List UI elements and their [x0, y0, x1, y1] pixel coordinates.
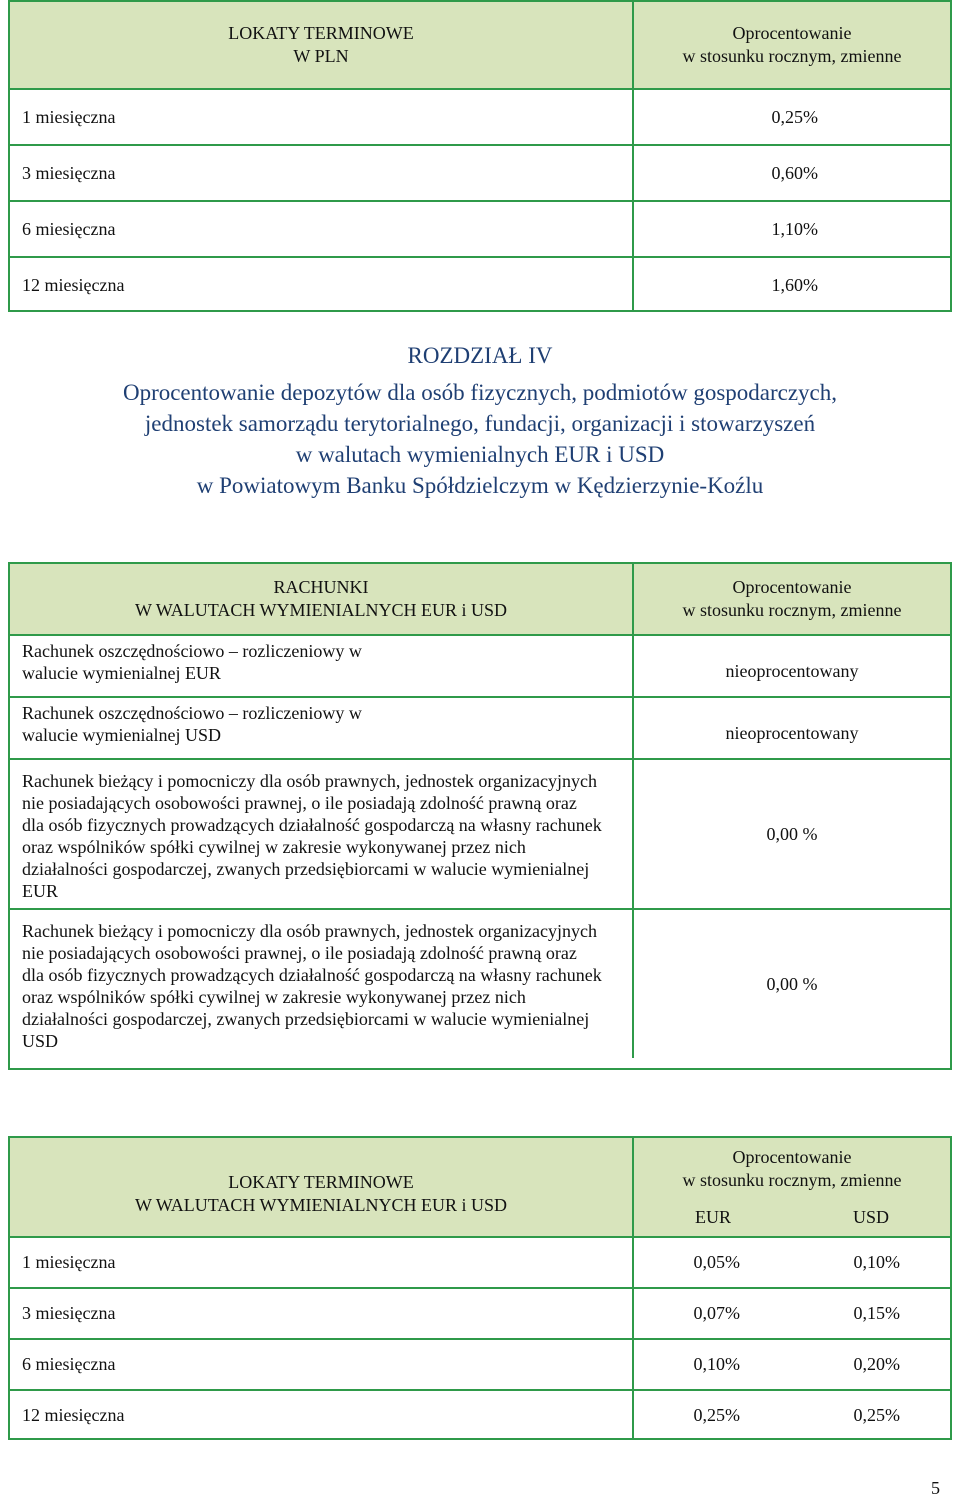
- rate-eur: 0,05%: [693, 1252, 740, 1272]
- rate-cell: 0,00 %: [766, 973, 818, 994]
- header-deposits-fx: [10, 1138, 634, 1236]
- header-line: Oprocentowanie: [732, 23, 852, 43]
- header-line: W WALUTACH WYMIENIALNYCH EUR i USD: [134, 1195, 508, 1215]
- header-line: w stosunku rocznym, zmienne: [682, 46, 902, 66]
- rate-cell: nieoprocentowany: [725, 722, 859, 743]
- rate-cell: 0,60%: [771, 162, 818, 183]
- table-row: [10, 758, 950, 908]
- table-header: [10, 1138, 950, 1236]
- rates-cell: [634, 1238, 950, 1287]
- rate-cell: 0,25%: [771, 106, 818, 127]
- table-row: [10, 1338, 950, 1389]
- chapter-heading: [0, 340, 960, 501]
- header-rate: [634, 564, 950, 634]
- currency-headers: [634, 1206, 950, 1229]
- header-rate: [634, 1138, 950, 1236]
- heading-line: w walutach wymienialnych EUR i USD: [295, 442, 665, 467]
- term-cell: 1 miesięczna: [10, 1238, 634, 1287]
- rate-eur: 0,25%: [693, 1405, 740, 1425]
- account-name: [10, 636, 634, 696]
- rate-usd: 0,10%: [853, 1252, 900, 1272]
- header-accounts: [10, 564, 634, 634]
- table-header: [10, 2, 950, 88]
- rate-cell: 1,10%: [771, 218, 818, 239]
- term-cell: 3 miesięczna: [10, 1289, 634, 1338]
- fx-deposits-table: [8, 1136, 952, 1440]
- header-line: LOKATY TERMINOWE: [228, 1172, 414, 1192]
- currency-eur: EUR: [695, 1207, 731, 1227]
- table-row: [10, 908, 950, 1058]
- header-line: Oprocentowanie: [732, 1147, 852, 1167]
- chapter-title: ROZDZIAŁ IV: [407, 343, 553, 368]
- account-name: [10, 698, 634, 758]
- table-row: [10, 256, 950, 312]
- currency-usd: USD: [852, 1207, 889, 1227]
- account-name-text: Rachunek bieżący i pomocniczy dla osób prawnych, jednostek organizacyjnych nie posiadających osobowości prawnej, o ile posiadają zdolność prawną oraz dla osób fizycznych prowadzących działalność gospodarczą na własny rachunek oraz wspólników spółki cywilnej w zakresie wykonywanej przez nich działalności gospodarczej, zwanych przedsiębiorcami w walucie wymienialnej USD: [22, 921, 602, 1051]
- account-name-text: Rachunek oszczędnościowo – rozliczeniowy w walucie wymienialnej USD: [22, 703, 362, 745]
- table-row: [10, 634, 950, 696]
- rates-cell: [634, 1340, 950, 1389]
- heading-line: Oprocentowanie depozytów dla osób fizycznych, podmiotów gospodarczych,: [122, 380, 838, 405]
- fx-accounts-table: [8, 562, 952, 1070]
- table-row: [10, 1236, 950, 1287]
- rate-eur: 0,10%: [693, 1354, 740, 1374]
- term-cell: 12 miesięczna: [10, 258, 634, 312]
- term-cell: 6 miesięczna: [10, 202, 634, 256]
- table-row: [10, 144, 950, 200]
- table-row: [10, 88, 950, 144]
- table-row: [10, 1389, 950, 1440]
- rate-usd: 0,20%: [853, 1354, 900, 1374]
- rate-cell: 1,60%: [771, 274, 818, 295]
- rates-cell: [634, 1391, 950, 1440]
- account-name: [10, 760, 634, 908]
- header-line: RACHUNKI: [273, 577, 369, 597]
- account-name: [10, 910, 634, 1058]
- rate-usd: 0,15%: [853, 1303, 900, 1323]
- rate-cell: 0,00 %: [766, 823, 818, 844]
- pln-deposits-table: [8, 0, 952, 312]
- heading-line: w Powiatowym Banku Spółdzielczym w Kędzierzynie-Koźlu: [196, 473, 764, 498]
- term-cell: 6 miesięczna: [10, 1340, 634, 1389]
- header-line: LOKATY TERMINOWE: [228, 23, 414, 43]
- header-line: W WALUTACH WYMIENIALNYCH EUR i USD: [134, 600, 508, 620]
- term-cell: 3 miesięczna: [10, 146, 634, 200]
- account-name-text: Rachunek oszczędnościowo – rozliczeniowy w walucie wymienialnej EUR: [22, 641, 362, 683]
- rate-cell: nieoprocentowany: [725, 660, 859, 681]
- rates-cell: [634, 1289, 950, 1338]
- heading-line: jednostek samorządu terytorialnego, fundacji, organizacji i stowarzyszeń: [144, 411, 816, 436]
- header-line: w stosunku rocznym, zmienne: [682, 600, 902, 620]
- header-deposits-pln: [10, 2, 634, 88]
- table-row: [10, 696, 950, 758]
- header-line: Oprocentowanie: [732, 577, 852, 597]
- rate-eur: 0,07%: [693, 1303, 740, 1323]
- rate-usd: 0,25%: [853, 1405, 900, 1425]
- header-rate: [634, 2, 950, 88]
- term-cell: 1 miesięczna: [10, 90, 634, 144]
- header-line: w stosunku rocznym, zmienne: [682, 1170, 902, 1190]
- table-row: [10, 1287, 950, 1338]
- header-line: W PLN: [293, 46, 349, 66]
- term-cell: 12 miesięczna: [10, 1391, 634, 1440]
- page-number: 5: [931, 1478, 940, 1498]
- account-name-text: Rachunek bieżący i pomocniczy dla osób prawnych, jednostek organizacyjnych nie posiadających osobowości prawnej, o ile posiadają zdolność prawną oraz dla osób fizycznych prowadzących działalność gospodarczą na własny rachunek oraz wspólników spółki cywilnej w zakresie wykonywanej przez nich działalności gospodarczej, zwanych przedsiębiorcami w walucie wymienialnej EUR: [22, 771, 602, 901]
- table-header: [10, 564, 950, 634]
- table-row: [10, 200, 950, 256]
